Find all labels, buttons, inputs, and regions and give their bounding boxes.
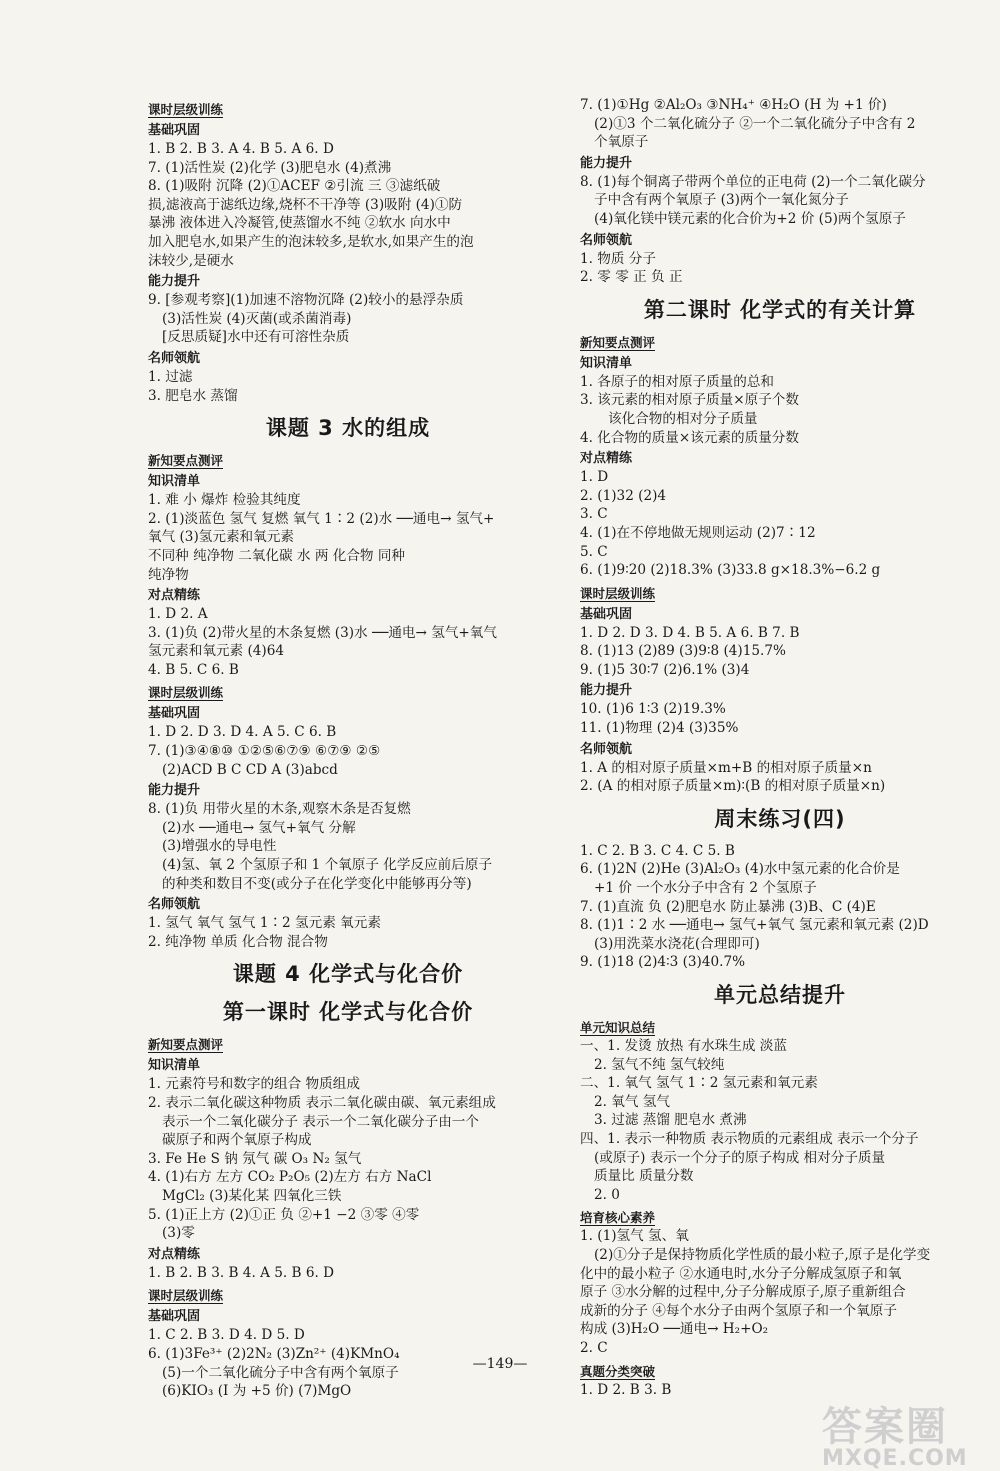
answer-line: 2. 0: [594, 1186, 620, 1203]
answer-line: 暴沸 液体进入冷凝管,使蒸馏水不纯 ②软水 向水中: [148, 215, 451, 232]
answer-line: (4)氢、氧 2 个氢原子和 1 个氧原子 化学反应前后原子: [162, 857, 493, 874]
answer-line: 8. (1)13 (2)89 (3)9∶8 (4)15.7%: [580, 643, 786, 660]
answer-line: 1. 元素符号和数字的组合 物质组成: [148, 1076, 360, 1093]
answer-line: 纯净物: [148, 566, 189, 583]
section-label-text: 真题分类突破: [580, 1363, 656, 1379]
answer-line: 2. (1)32 (2)4: [580, 487, 667, 504]
section-label-text: 培育核心素养: [580, 1210, 656, 1226]
subsection-label: 能力提升: [580, 155, 633, 171]
answer-line: [反思质疑]水中还有可溶性杂质: [162, 329, 350, 346]
answer-line: 构成 (3)H₂O ──通电→ H₂+O₂: [580, 1321, 769, 1338]
section-label: [148, 683, 548, 702]
answer-line: 8. (1)吸附 沉降 (2)①ACEF ②引流 三 ③滤纸破: [148, 178, 441, 195]
lesson-heading: 单元总结提升: [714, 983, 846, 1007]
answer-line: 2. C: [580, 1339, 608, 1356]
answer-line: 1. D 2. D 3. D 4. A 5. C 6. B: [148, 724, 337, 741]
left-column: [148, 96, 548, 1401]
answer-line: 1. B 2. B 3. B 4. A 5. B 6. D: [148, 1264, 335, 1281]
section-label-text: 新知要点测评: [148, 453, 224, 469]
answer-line: 1. C 2. B 3. D 4. D 5. D: [148, 1327, 305, 1344]
answer-line: 3. 该元素的相对原子质量×原子个数: [580, 392, 799, 409]
answer-line: 1. 难 小 爆炸 检验其纯度: [148, 492, 301, 509]
section-label-text: 新知要点测评: [148, 1037, 224, 1053]
section-label-text: 课时层级训练: [580, 585, 656, 601]
answer-line: 1. 各原子的相对原子质量的总和: [580, 373, 775, 390]
answer-line: 2. 表示二氧化碳这种物质 表示二氧化碳由碳、氧元素组成: [148, 1095, 496, 1111]
answer-line: 加入肥皂水,如果产生的泡沫较多,是软水,如果产生的泡: [148, 233, 474, 250]
answer-line: (3)增强水的导电性: [162, 838, 277, 855]
answer-line: 化中的最小粒子 ②水通电时,水分子分解成氢原子和氧: [580, 1265, 902, 1282]
answer-line: 4. B 5. C 6. B: [148, 661, 239, 678]
answer-line: 5. (1)正上方 (2)①正 负 ②+1 −2 ③零 ④零: [148, 1206, 420, 1223]
answer-line: 2. 零 零 正 负 正: [580, 269, 683, 286]
lesson-heading: 课题 3 水的组成: [265, 416, 431, 441]
subsection-label: 对点精练: [148, 588, 201, 604]
answer-line: 3. 过滤 蒸馏 肥皂水 煮沸: [594, 1112, 747, 1129]
subsection-label: 知识清单: [148, 474, 201, 490]
answer-line: 9. (1)18 (2)4∶3 (3)40.7%: [580, 954, 746, 971]
subsection-label: 对点精练: [148, 1246, 201, 1262]
subsection-label: 名师领航: [148, 897, 201, 913]
answer-line: 7. (1)③④⑧⑩ ①②⑤⑥⑦⑨ ⑥⑦⑨ ②⑤: [148, 743, 381, 760]
answer-line: 8. (1)每个铜离子带两个单位的正电荷 (2)一个二氧化碳分: [580, 173, 926, 190]
answer-line: 沫较少,是硬水: [148, 252, 234, 269]
answer-line: (2)ACD B C CD A (3)abcd: [162, 761, 338, 778]
answer-line: 子中含有两个氧原子 (3)两个一氧化氮分子: [594, 192, 849, 209]
lesson-heading: 周末练习(四): [714, 806, 846, 831]
answer-line: (3)零: [162, 1225, 195, 1242]
answer-line: (3)用洗菜水浇花(合理即可): [594, 935, 760, 952]
answer-line: 3. (1)负 (2)带火星的木条复燃 (3)水 ──通电→ 氢气+氧气: [148, 624, 497, 641]
watermark-small-text: MXQE.COM: [822, 1446, 968, 1471]
answer-line: +1 价 一个水分子中含有 2 个氢原子: [594, 880, 817, 897]
answer-line: (2)水 ──通电→ 氢气+氧气 分解: [162, 819, 356, 836]
page-number: —149—: [472, 1356, 528, 1372]
subsection-label: 能力提升: [148, 274, 201, 290]
answer-line: 2. (A 的相对原子质量×m)∶(B 的相对原子质量×n): [580, 778, 886, 795]
section-label: [148, 100, 548, 119]
answer-line: 1. D 2. D 3. D 4. B 5. A 6. B 7. B: [580, 624, 800, 641]
answer-line: 6. (1)3Fe³⁺ (2)2N₂ (3)Zn²⁺ (4)KMnO₄: [148, 1345, 400, 1362]
answer-line: 2. 氧气 氢气: [594, 1093, 670, 1110]
answer-line: 碳原子和两个氧原子构成: [162, 1132, 312, 1149]
answer-line: 一、1. 发烫 放热 有水珠生成 淡蓝: [580, 1038, 787, 1054]
answer-line: 1. D 2. A: [148, 606, 208, 623]
answer-line: 该化合物的相对分子质量: [608, 410, 758, 427]
answer-line: 1. (1)氢气 氢、氧: [580, 1228, 689, 1245]
answer-line: 个氧原子: [594, 134, 649, 151]
section-label: [148, 451, 548, 470]
answer-line: 1. D 2. B 3. B: [580, 1381, 672, 1398]
answer-line: 2. 纯净物 单质 化合物 混合物: [148, 933, 328, 950]
section-label-text: 课时层级训练: [148, 685, 224, 701]
answer-line: 8. (1)负 用带火星的木条,观察木条是否复燃: [148, 801, 411, 818]
answer-line: 6. (1)2N (2)He (3)Al₂O₃ (4)水中氢元素的化合价是: [580, 861, 900, 878]
answer-line: (4)氧化镁中镁元素的化合价为+2 价 (5)两个氢原子: [594, 210, 906, 227]
subsection-label: 知识清单: [148, 1058, 201, 1074]
section-label-text: 新知要点测评: [580, 334, 656, 350]
answer-line: 成新的分子 ④每个水分子由两个氢原子和一个氧原子: [580, 1302, 897, 1319]
answer-line: 1. D: [580, 469, 609, 486]
section-label: [148, 1035, 548, 1054]
section-label: [580, 584, 980, 603]
answer-line: 2. 氢气不纯 氢气较纯: [594, 1056, 725, 1073]
answer-line: 1. A 的相对原子质量×m+B 的相对原子质量×n: [580, 759, 872, 776]
subsection-label: 对点精练: [580, 451, 633, 467]
lesson-heading: 课题 4 化学式与化合价: [232, 962, 464, 987]
answer-line: (2)①3 个二氧化硫分子 ②一个二氧化硫分子中含有 2: [594, 115, 916, 132]
answer-line: 原子 ③水分解的过程中,分子分解成原子,原子重新组合: [580, 1284, 906, 1301]
answer-line: 4. (1)在不停地做无规则运动 (2)7∶12: [580, 524, 816, 541]
answer-line: 的种类和数目不变(或分子在化学变化中能够再分等): [162, 875, 472, 892]
answer-line: 损,滤液高于滤纸边缘,烧杯不干净等 (3)吸附 (4)①防: [148, 196, 463, 213]
section-label: [580, 1018, 980, 1037]
answer-line: 6. (1)9∶20 (2)18.3% (3)33.8 g×18.3%−6.2 g: [580, 562, 881, 579]
answer-line: 1. 物质 分子: [580, 250, 656, 267]
answer-line: 氧气 (3)氢元素和氧元素: [148, 529, 294, 546]
answer-line: 质量比 质量分数: [594, 1168, 694, 1185]
answer-line: 11. (1)物理 (2)4 (3)35%: [580, 720, 739, 737]
answer-line: 4. 化合物的质量×该元素的质量分数: [580, 429, 799, 446]
answer-line: (或原子) 表示一个分子的原子构成 相对分子质量: [594, 1149, 886, 1166]
lesson-heading: 第一课时 化学式与化合价: [222, 1000, 474, 1025]
answer-line: 不同种 纯净物 二氧化碳 水 两 化合物 同种: [148, 547, 406, 564]
answer-line: 1. B 2. B 3. A 4. B 5. A 6. D: [148, 141, 334, 157]
answer-line: 9. [参观考察](1)加速不溶物沉降 (2)较小的悬浮杂质: [148, 292, 464, 309]
answer-line: 4. (1)右方 左方 CO₂ P₂O₅ (2)左方 右方 NaCl: [148, 1169, 432, 1186]
subsection-label: 基础巩固: [580, 606, 633, 622]
answer-line: 7. (1)直流 负 (2)肥皂水 防止暴沸 (3)B、C (4)E: [580, 898, 876, 915]
subsection-label: 能力提升: [580, 683, 633, 699]
subsection-label: 基础巩固: [148, 1309, 201, 1325]
section-label-text: 单元知识总结: [580, 1020, 656, 1035]
answer-line: 9. (1)5 30∶7 (2)6.1% (3)4: [580, 661, 750, 678]
subsection-label: 名师领航: [580, 232, 633, 248]
answer-line: 3. 肥皂水 蒸馏: [148, 387, 238, 404]
section-label-text: 课时层级训练: [148, 102, 224, 117]
subsection-label: 名师领航: [580, 741, 633, 757]
answer-line: (3)活性炭 (4)灭菌(或杀菌消毒): [162, 310, 352, 327]
lesson-heading: 第二课时 化学式的有关计算: [643, 297, 917, 322]
section-label: [148, 1286, 548, 1305]
section-label: [580, 333, 980, 352]
right-column: [580, 96, 980, 1399]
subsection-label: 能力提升: [148, 783, 201, 799]
answer-line: 7. (1)活性炭 (2)化学 (3)肥皂水 (4)煮沸: [148, 159, 392, 176]
answer-line: (2)①分子是保持物质化学性质的最小粒子,原子是化学变: [594, 1246, 931, 1263]
answer-line: 7. (1)①Hg ②Al₂O₃ ③NH₄⁺ ④H₂O (H 为 +1 价): [580, 97, 887, 113]
answer-line: 四、1. 表示一种物质 表示物质的元素组成 表示一个分子: [580, 1130, 919, 1147]
answer-line: 二、1. 氧气 氢气 1∶2 氢元素和氧元素: [580, 1075, 818, 1092]
subsection-label: 基础巩固: [148, 123, 201, 138]
section-label: [580, 1208, 980, 1227]
answer-line: 8. (1)1∶2 水 ──通电→ 氢气+氧气 氢元素和氧元素 (2)D: [580, 917, 929, 934]
subsection-label: 基础巩固: [148, 706, 201, 722]
answer-line: 10. (1)6 1∶3 (2)19.3%: [580, 701, 726, 718]
watermark-logo: [822, 1395, 982, 1471]
subsection-label: 名师领航: [148, 350, 201, 366]
answer-line: 1. 氢气 氧气 氢气 1∶2 氢元素 氧元素: [148, 915, 381, 932]
subsection-label: 知识清单: [580, 355, 633, 371]
answer-line: 1. C 2. B 3. C 4. C 5. B: [580, 842, 735, 859]
answer-line: 表示一个二氧化碳分子 表示一个二氧化碳分子由一个: [162, 1113, 479, 1130]
answer-line: 3. C: [580, 506, 608, 523]
answer-line: 1. 过滤: [148, 368, 193, 385]
answer-line: 3. Fe He S 钠 氖气 碳 O₃ N₂ 氢气: [148, 1150, 362, 1167]
watermark-big-text: 答案圈: [822, 1404, 948, 1450]
answer-line: MgCl₂ (3)某化某 四氧化三铁: [162, 1187, 342, 1204]
answer-line: (6)KIO₃ (I 为 +5 价) (7)MgO: [162, 1383, 352, 1400]
answer-line: 氢元素和氧元素 (4)64: [148, 643, 285, 660]
section-label-text: 课时层级训练: [148, 1288, 224, 1304]
answer-line: 5. C: [580, 543, 608, 560]
answer-line: (5)一个二氧化硫分子中含有两个氧原子: [162, 1364, 399, 1381]
answer-line: 2. (1)淡蓝色 氢气 复燃 氧气 1∶2 (2)水 ──通电→ 氢气+: [148, 510, 495, 527]
